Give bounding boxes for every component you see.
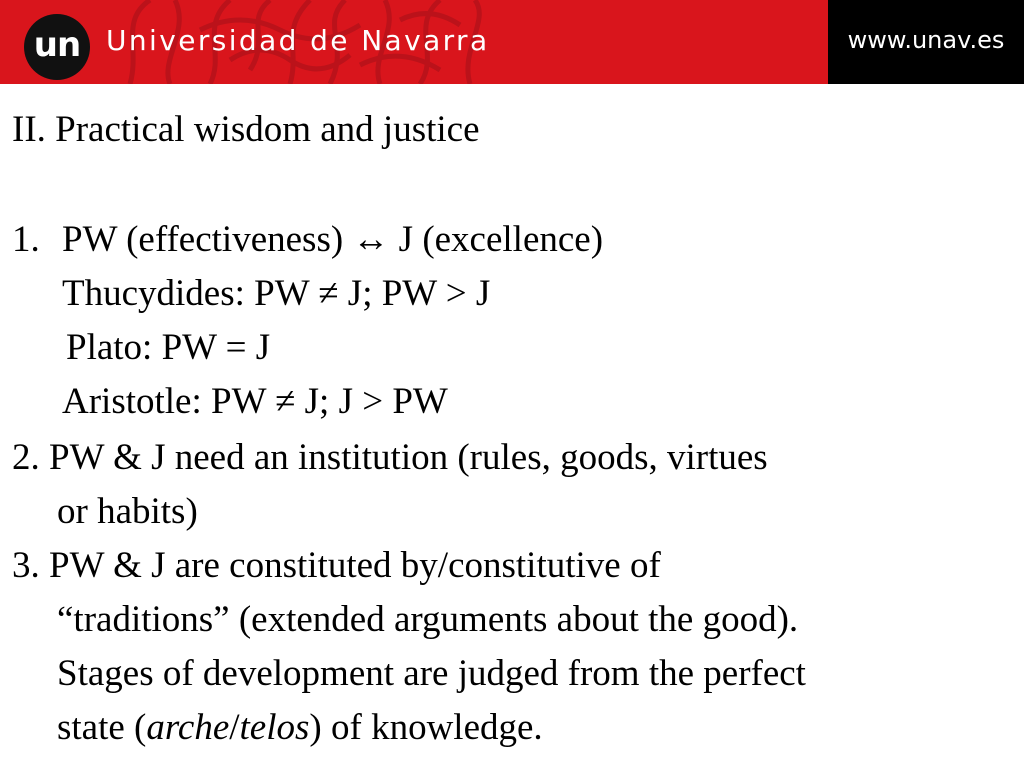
- slide-title: II. Practical wisdom and justice: [12, 109, 480, 150]
- item-3-line-4-suffix: ) of knowledge.: [309, 707, 543, 748]
- thucydides-line: Thucydides: PW ≠ J; PW > J: [62, 273, 491, 314]
- item-2-line-2: or habits): [57, 491, 198, 532]
- header-red-band: [0, 0, 828, 84]
- item-3-line-2: “traditions” (extended arguments about the good).: [57, 599, 799, 640]
- slash: /: [229, 707, 240, 748]
- website-url[interactable]: www.unav.es: [847, 26, 1005, 54]
- item-1-text: PW (effectiveness) ↔ J (excellence): [62, 219, 604, 260]
- aristotle-line: Aristotle: PW ≠ J; J > PW: [62, 381, 448, 422]
- arche-term: arche: [146, 707, 230, 748]
- header-banner: [0, 0, 1024, 84]
- item-1-number: 1.: [12, 219, 40, 260]
- logo-mark: un: [33, 25, 81, 65]
- plato-line: Plato: PW = J: [66, 327, 271, 368]
- item-2-line-1: 2. PW & J need an institution (rules, goods, virtues: [12, 437, 768, 478]
- item-3-line-4-prefix: state (: [57, 707, 147, 748]
- item-3-line-3: Stages of development are judged from the perfect: [57, 653, 806, 694]
- item-3-line-1: 3. PW & J are constituted by/constitutive of: [12, 545, 661, 586]
- item-1: [12, 218, 603, 262]
- item-3-line-4: [57, 706, 543, 750]
- telos-term: telos: [239, 707, 310, 748]
- university-name: Universidad de Navarra: [106, 24, 490, 57]
